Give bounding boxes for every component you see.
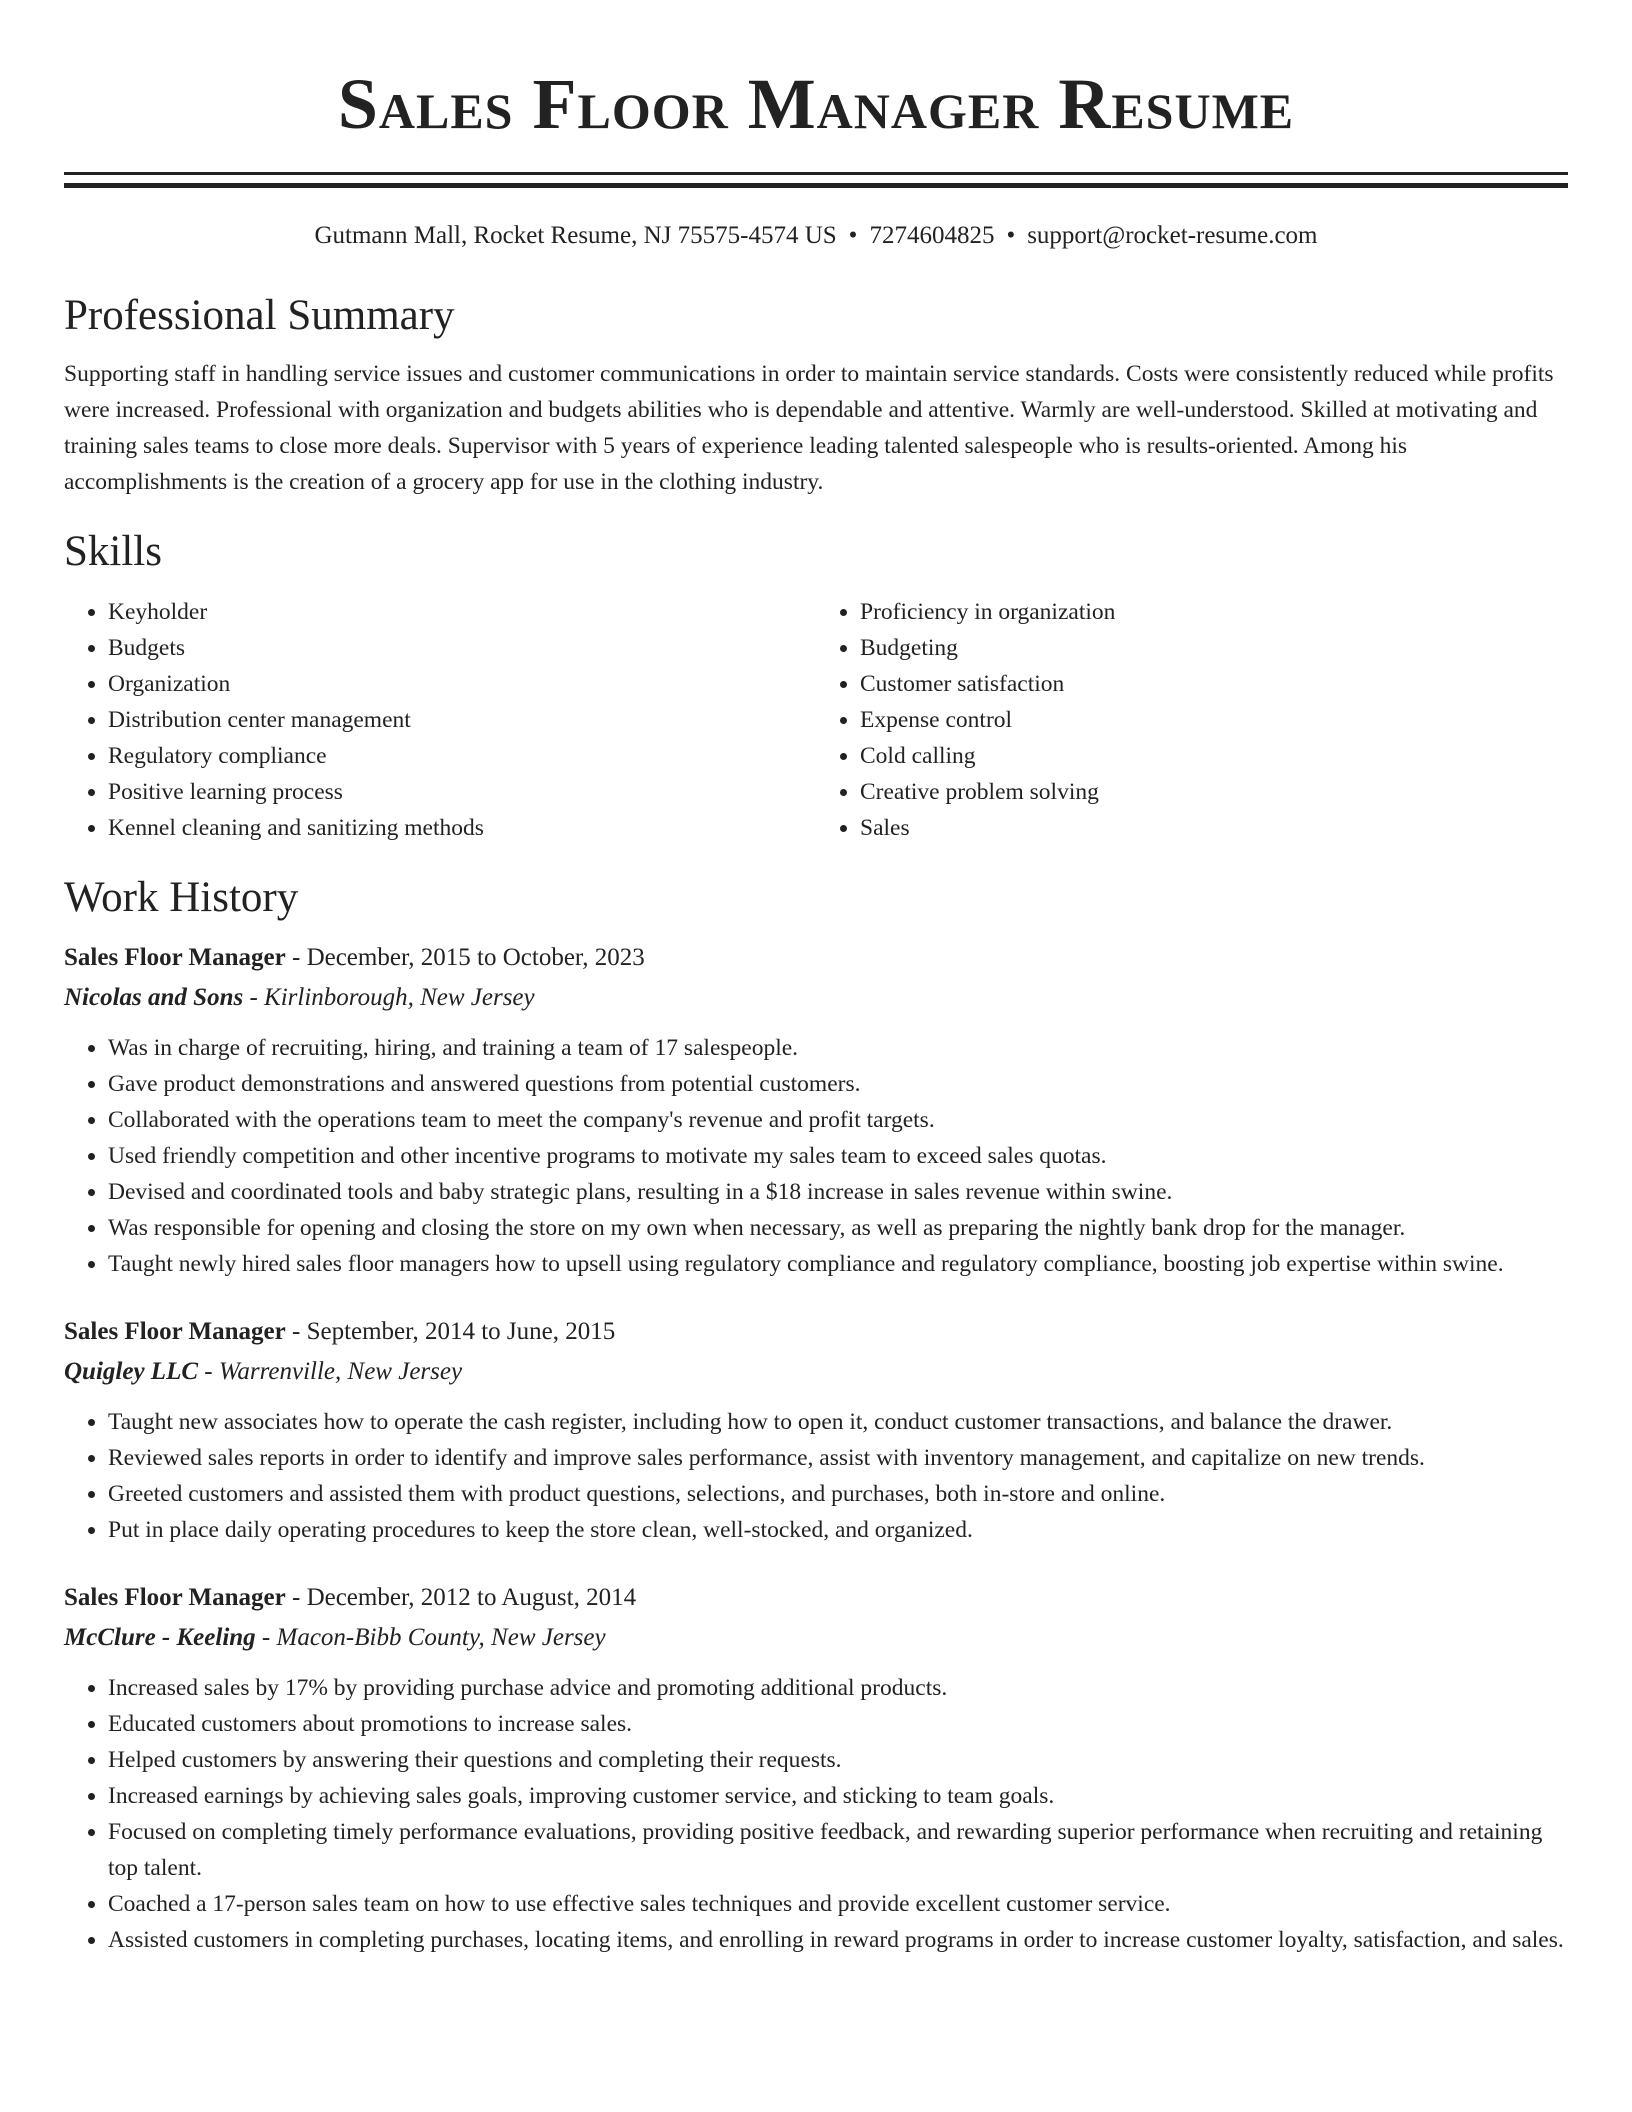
job-title: Sales Floor Manager	[64, 1584, 286, 1611]
skills-columns	[64, 594, 1568, 846]
contact-email: support@rocket-resume.com	[1027, 222, 1318, 249]
work-history-section	[64, 872, 1568, 1958]
job-company: McClure - Keeling	[64, 1624, 256, 1651]
job-bullet: • Helped customers by answering their questions and completing their requests.	[108, 1742, 1568, 1778]
job-bullets	[64, 1670, 1568, 1958]
skill-item: • Cold calling	[860, 738, 1568, 774]
job-entry	[64, 1578, 1568, 1958]
job-header: Sales Floor Manager - December, 2012 to August, 2014	[64, 1584, 637, 1611]
skills-heading: Skills	[64, 528, 162, 575]
job-bullet: • Increased sales by 17% by providing purchase advice and promoting additional products.	[108, 1670, 1568, 1706]
skill-item: • Distribution center management	[108, 702, 816, 738]
skill-item: • Regulatory compliance	[108, 738, 816, 774]
job-location: Kirlinborough, New Jersey	[264, 984, 535, 1011]
skill-item: • Keyholder	[108, 594, 816, 630]
job-bullet: • Assisted customers in completing purchases, locating items, and enrolling in reward programs in order to increase customer loyalty, satisfaction, and sales.	[108, 1922, 1568, 1958]
job-bullet: • Put in place daily operating procedures to keep the store clean, well-stocked, and organized.	[108, 1512, 1568, 1548]
job-location: Warrenville, New Jersey	[218, 1358, 463, 1385]
skills-section	[64, 526, 1568, 846]
job-bullet: • Increased earnings by achieving sales goals, improving customer service, and sticking to team goals.	[108, 1778, 1568, 1814]
job-bullet: • Gave product demonstrations and answered questions from potential customers.	[108, 1066, 1568, 1102]
job-dates: September, 2014 to June, 2015	[306, 1318, 616, 1345]
skills-left-column	[64, 594, 816, 846]
job-title: Sales Floor Manager	[64, 944, 286, 971]
resume-title: Sales Floor Manager Resume	[337, 64, 1295, 144]
contact-separator: •	[848, 222, 858, 249]
job-location: Macon-Bibb County, New Jersey	[276, 1624, 606, 1651]
job-bullet: • Educated customers about promotions to increase sales.	[108, 1706, 1568, 1742]
job-bullet: • Was in charge of recruiting, hiring, and training a team of 17 salespeople.	[108, 1030, 1568, 1066]
skill-item: • Expense control	[860, 702, 1568, 738]
job-company: Quigley LLC	[64, 1358, 199, 1385]
job-dates: December, 2015 to October, 2023	[306, 944, 645, 971]
summary-text: Supporting staff in handling service issues and customer communications in order to maintain service standards. Costs were consistently reduced while profits were increased. Professional with organization and budgets abilities who is dependable and attentive. Warmly are well-understood. Skilled at motivating and training sales teams to close more deals. Supervisor with 5 years of experience leading talented salespeople who is results-oriented. Among his accomplishments is the creation of a grocery app for use in the clothing industry.	[64, 361, 1554, 495]
skill-item: • Organization	[108, 666, 816, 702]
job-entry	[64, 938, 1568, 1282]
skill-item: • Budgeting	[860, 630, 1568, 666]
contact-separator: •	[1006, 222, 1016, 249]
contact-address: Gutmann Mall, Rocket Resume, NJ 75575-4574 US	[314, 222, 837, 249]
job-company: Nicolas and Sons	[64, 984, 244, 1011]
job-bullet: • Was responsible for opening and closing the store on my own when necessary, as well as preparing the nightly bank drop for the manager.	[108, 1210, 1568, 1246]
job-bullet: • Reviewed sales reports in order to identify and improve sales performance, assist with inventory management, and capitalize on new trends.	[108, 1440, 1568, 1476]
job-title: Sales Floor Manager	[64, 1318, 286, 1345]
job-bullets	[64, 1404, 1568, 1548]
skill-item: • Creative problem solving	[860, 774, 1568, 810]
job-bullet: • Coached a 17-person sales team on how to use effective sales techniques and provide excellent customer service.	[108, 1886, 1568, 1922]
skill-item: • Budgets	[108, 630, 816, 666]
job-entry	[64, 1312, 1568, 1548]
job-bullet: • Taught new associates how to operate the cash register, including how to open it, conduct customer transactions, and balance the drawer.	[108, 1404, 1568, 1440]
job-company-line: McClure - Keeling - Macon-Bibb County, New Jersey	[64, 1624, 606, 1651]
job-bullets	[64, 1030, 1568, 1282]
summary-section	[64, 290, 1568, 500]
title-divider	[64, 172, 1568, 188]
job-bullet: • Devised and coordinated tools and baby strategic plans, resulting in a $18 increase in sales revenue within swine.	[108, 1174, 1568, 1210]
job-bullet: • Focused on completing timely performance evaluations, providing positive feedback, and rewarding superior performance when recruiting and retaining top talent.	[108, 1814, 1568, 1886]
job-header: Sales Floor Manager - September, 2014 to June, 2015	[64, 1318, 616, 1345]
job-bullet: • Taught newly hired sales floor managers how to upsell using regulatory compliance and regulatory compliance, boosting job expertise within swine.	[108, 1246, 1568, 1282]
job-company-line: Nicolas and Sons - Kirlinborough, New Jersey	[64, 984, 535, 1011]
skill-item: • Positive learning process	[108, 774, 816, 810]
job-dates: December, 2012 to August, 2014	[306, 1584, 637, 1611]
skill-item: • Customer satisfaction	[860, 666, 1568, 702]
skill-item: • Proficiency in organization	[860, 594, 1568, 630]
job-bullet: • Collaborated with the operations team to meet the company's revenue and profit targets.	[108, 1102, 1568, 1138]
skill-item: • Sales	[860, 810, 1568, 846]
skills-right-column	[816, 594, 1568, 846]
job-bullet: • Used friendly competition and other incentive programs to motivate my sales team to exceed sales quotas.	[108, 1138, 1568, 1174]
job-bullet: • Greeted customers and assisted them with product questions, selections, and purchases, both in-store and online.	[108, 1476, 1568, 1512]
work-history-heading: Work History	[64, 874, 299, 921]
skill-item: • Kennel cleaning and sanitizing methods	[108, 810, 816, 846]
contact-line	[64, 220, 1568, 252]
job-company-line: Quigley LLC - Warrenville, New Jersey	[64, 1358, 463, 1385]
summary-heading: Professional Summary	[64, 292, 455, 339]
contact-phone: 7274604825	[869, 222, 995, 249]
job-header: Sales Floor Manager - December, 2015 to October, 2023	[64, 944, 645, 971]
